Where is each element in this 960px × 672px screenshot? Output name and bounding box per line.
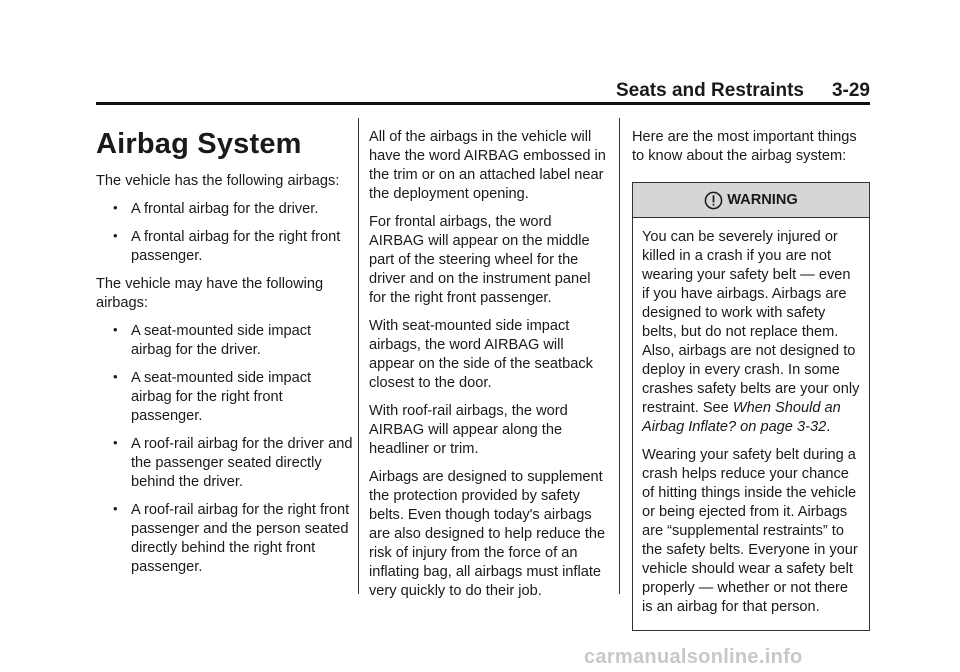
paragraph: All of the airbags in the vehicle will have the word AIRBAG embossed in the trim or on an attached label near the deployment opening. [369, 129, 606, 202]
bullet-icon: • [113, 322, 118, 337]
paragraph: Airbags are designed to supplement the protection provided by safety belts. Even though today's airbags are also designed to help reduce the risk of injury from the force of an inflating bag, all airbags must inflate very quickly to do their job. [369, 469, 606, 599]
intro-paragraph: The vehicle has the following airbags: [96, 173, 340, 189]
list-item: • A frontal airbag for the right front passenger. [113, 228, 341, 264]
warning-title: WARNING [727, 191, 798, 208]
bullet-icon: • [113, 369, 118, 384]
column-3 [632, 128, 870, 631]
column-2 [369, 128, 609, 610]
list-item: • A seat-mounted side impact airbag for the right front passenger. [113, 369, 312, 424]
bullet-icon: • [113, 501, 118, 516]
list-item: • A seat-mounted side impact airbag for the driver. [113, 322, 312, 358]
bullet-icon: • [113, 435, 118, 450]
paragraph: With seat-mounted side impact airbags, the word AIRBAG will appear on the side of the seatback closest to the door. [369, 318, 593, 391]
column-divider-1 [358, 118, 359, 594]
intro-paragraph: Here are the most important things to know about the airbag system: [632, 129, 857, 164]
warning-body [633, 218, 869, 630]
airbag-list-standard [96, 200, 354, 266]
warning-paragraph: You can be severely injured or killed in a crash if you are not wearing your safety belt — even if you have airbags. Airbags are designed to work with safety belts, but do not replace them. Also, airbags are not designed to deploy in every crash. In some crashes safety belts are your only restraint. See When Should an Airbag Inflate? on page 3-32. [642, 229, 860, 435]
warning-header [633, 183, 869, 218]
list-item: • A frontal airbag for the driver. [113, 200, 319, 217]
warning-box [632, 182, 870, 631]
page-header [96, 80, 870, 102]
optional-intro-paragraph: The vehicle may have the following airbags: [96, 276, 324, 311]
section-title: Seats and Restraints [616, 80, 804, 101]
paragraph: For frontal airbags, the word AIRBAG will appear on the middle part of the steering wheel for the driver and on the instrument panel for the right front passenger. [369, 214, 591, 306]
section-heading: Airbag System [96, 128, 302, 160]
column-divider-2 [619, 118, 620, 594]
paragraph: With roof-rail airbags, the word AIRBAG will appear along the headliner or trim. [369, 403, 568, 457]
watermark: carmanualsonline.info [584, 646, 803, 668]
warning-circle-icon [704, 191, 723, 210]
airbag-list-optional [96, 322, 354, 577]
bullet-icon: • [113, 228, 118, 243]
warning-paragraph: Wearing your safety belt during a crash helps reduce your chance of hitting things inside the vehicle or being ejected from it. Airbags are “supplemental restraints” to the safety belts. Everyone in your vehicle should wear a safety belt properly — whether or not there is an airbag for that person. [642, 447, 858, 615]
page-number: 3-29 [831, 80, 870, 101]
list-item: • A roof-rail airbag for the right front passenger and the person seated directly behind the right front passenger. [113, 501, 350, 575]
cross-reference-link[interactable]: When Should an Airbag Inflate? on page 3-32 [642, 400, 841, 435]
column-1 [96, 128, 354, 586]
list-item: • A roof-rail airbag for the driver and the passenger seated directly behind the driver. [113, 435, 353, 490]
header-rule [96, 102, 870, 105]
bullet-icon: • [113, 200, 118, 215]
